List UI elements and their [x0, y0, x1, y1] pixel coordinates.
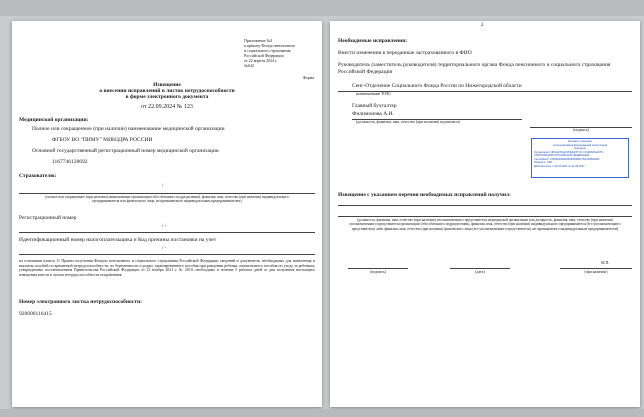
title-line: в форме электронного документа — [125, 94, 209, 100]
med-org-heading: Медицинской организации: — [19, 117, 89, 123]
insurer-heading: Страхователю: — [19, 173, 57, 179]
seal-line — [560, 268, 632, 269]
bottom-bar — [0, 409, 644, 417]
accountant-role: Главный бухгалтер — [352, 103, 397, 109]
stamp-line: подписью — [574, 147, 586, 150]
form-label: Форма — [302, 75, 314, 80]
annex-line: к приказу Фонда пенсионного — [244, 43, 296, 48]
received-line-2 — [338, 216, 632, 217]
insurer-caption: (полное или сокращенное (при наличии) наименование организации (обособленного подразделения), фамилия, имя, отчество (при наличии) индивидуального предпринимателя или физического лица, не признаваемого индивидуальным предпринимателем) — [45, 195, 289, 204]
stamp-line: СТРАХОВАНИЯ РОССИЙСКОЙ ФЕДЕРАЦИИ — [534, 154, 590, 157]
tof-caption: (наименование ТОФ) — [356, 92, 391, 96]
date-caption: (дата) — [475, 270, 485, 274]
stamp-line: Документ подписан — [568, 140, 592, 143]
stamp-line: Издатель: СФР — [534, 161, 553, 164]
annex-block — [244, 38, 295, 68]
full-name-label: Полное или сокращенное (при наличии) наименование медицинской организации — [32, 126, 225, 132]
accountant-name: Филимонова А.И. — [352, 111, 394, 117]
annex-line: и социального страхования — [244, 48, 291, 53]
stamp-line: Действителен: с 23.04.2024 по 21.06.2027 — [534, 164, 585, 168]
annex-line: Приложение №3 — [244, 38, 273, 43]
seal-mark: М.П. — [601, 260, 610, 265]
inn-line — [19, 254, 315, 255]
signature-line — [348, 268, 408, 269]
signer-caption: (должность, фамилия, имя, отчество (при наличии) подписанта) — [356, 120, 460, 124]
reg-number-line — [19, 232, 315, 233]
title-line: о внесении исправлений в листок нетрудоспособности — [99, 88, 235, 94]
org-name: ФГБОУ ВО "ПИМУ" МИНЗДРА РОССИИ — [52, 137, 153, 143]
sick-leave-number: 920000116415 — [19, 311, 52, 317]
insurer-slash: / — [162, 184, 164, 189]
tof-name: Сенг-Отделение Социального Фонда России по Нижегородской области — [352, 83, 522, 89]
received-line-1 — [338, 205, 632, 206]
document-page-1 — [12, 21, 322, 407]
digital-signature-stamp — [531, 138, 629, 178]
page-number: 2 — [481, 23, 484, 28]
sign-caption: (подпись) — [573, 128, 589, 132]
reg-number-label: Регистрационный номер — [19, 215, 77, 221]
stamp-line: Организация: ФОНД ПЕНСИОННОГО И СОЦИАЛЬНОГО — [534, 150, 603, 154]
annex-line: от 22 апреля 2024 г. — [244, 58, 278, 63]
received-heading: Извещение с указанием перечня необходимых исправлений получил: — [338, 192, 511, 198]
date-line — [450, 268, 510, 269]
received-caption: (должность, фамилия, имя, отчество (при наличии) уполномоченного представителя медицинской организации или должность, фамилия, имя, отчество (при наличии) уполномоченного представителя организации (обособленного подразделения), фамилия, имя, отчество (при наличии) индивидуального предпринимателя (его уполномоченного представителя) либо фамилия, имя, отчество (при наличии) физического лица (его уполномоченного представителя), не признаваемого индивидуальным предпринимателем) — [349, 218, 621, 231]
stamp-line: Сертификат: 0155464825FE64696080FC56C5083A906 — [534, 157, 600, 161]
date-number-line: от 22.09.2024 № 123 — [141, 104, 193, 110]
seal-caption: (при наличии) — [584, 270, 608, 274]
annex-line: Российской Федерации — [244, 53, 284, 58]
ogrn-label: Основной государственный регистрационный номер медицинской организации — [32, 148, 219, 154]
fixes-heading: Необходимые исправления: — [338, 38, 408, 44]
annex-line: №643 — [244, 63, 254, 68]
document-page-2 — [330, 21, 640, 407]
signature-caption: (подпись) — [370, 270, 386, 274]
reg-number-slash: / - — [162, 224, 167, 229]
top-bar — [0, 0, 644, 16]
fix-text: Внести изменения в переданные застрахованного в ФИО — [338, 50, 472, 56]
inn-slash: / - — [162, 246, 167, 251]
title-line: Извещение — [153, 82, 181, 88]
insurer-line — [19, 193, 315, 194]
inn-label: Идентификационный номер налогоплательщика и Код причины постановки на учет — [19, 237, 217, 243]
head-label: Руководитель (заместитель руководителя) территориального органа Фонда пенсионного и социального страхования Российской Федерации — [338, 62, 611, 75]
document-title — [12, 82, 322, 100]
basis-text: на основании пункта 11 Правил получения Фондом пенсионного и социального страхования Российской Федерации сведений и документов, необходимых для назначения и выплаты пособий по временной нетрудоспособности, по беременности и родам, единовременного пособия при рождении ребенка, ежемесячного пособия по уходу за ребенком, утвержденных постановлением Правительства Российской Федерации от 23 ноября 2021 г. № 2010, необходимо в течение 5 рабочих дней со дня получения настоящего извещения внести в листок нетрудоспособности исправления: — [19, 259, 315, 277]
ogrn-value: 1167746128692 — [52, 159, 88, 165]
sick-leave-heading: Номер электронного листка нетрудоспособности: — [19, 299, 142, 305]
stamp-line: усиленной квалифицированной электронной — [552, 143, 608, 147]
